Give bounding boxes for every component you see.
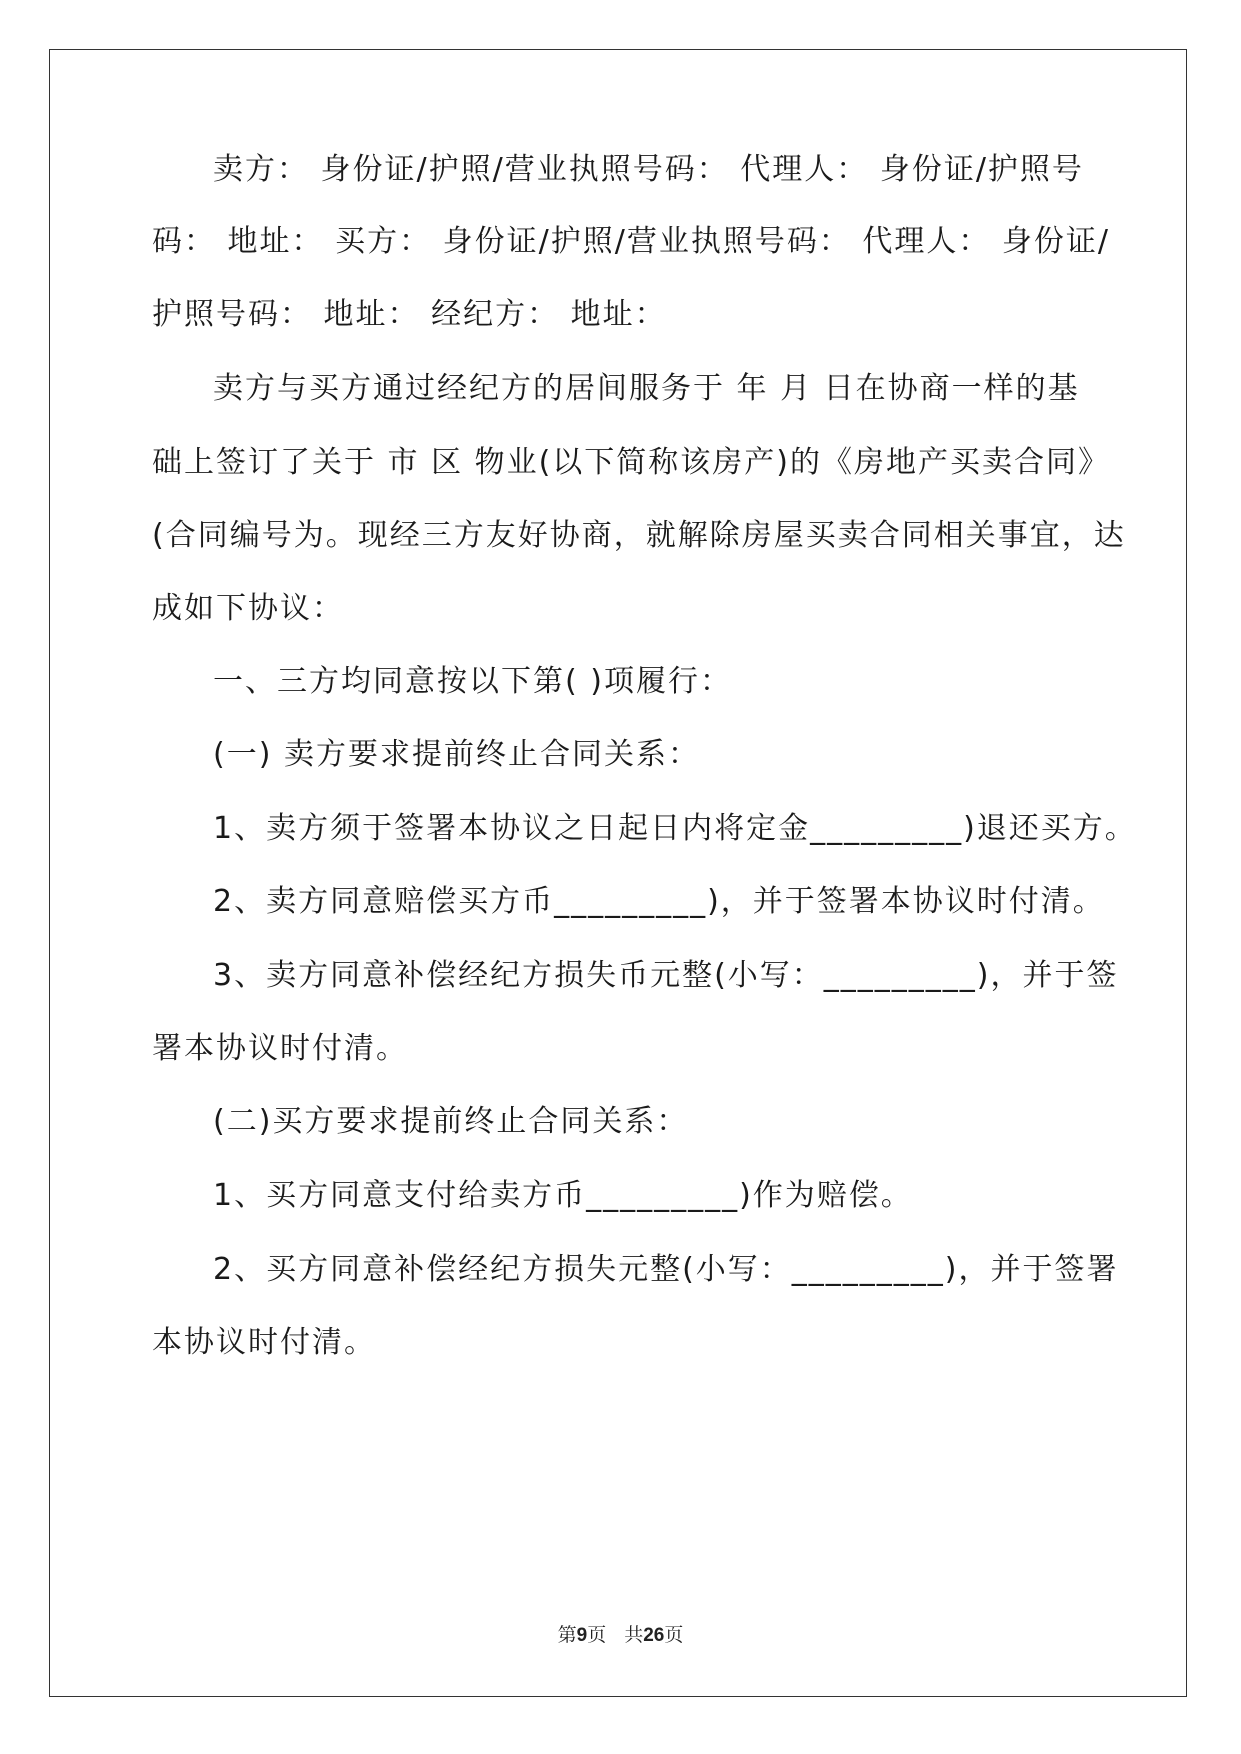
paragraph-line: (合同编号为。现经三方友好协商，就解除房屋买卖合同相关事宜，达 [152,518,1126,553]
clause-item: 2、卖方同意赔偿买方币_________)，并于签署本协议时付清。 [213,884,1105,919]
paragraph-line: 本协议时付清。 [152,1325,376,1360]
section-heading: (一) 卖方要求提前终止合同关系： [213,737,700,772]
clause-item: 3、卖方同意补偿经纪方损失币元整(小写：_________)，并于签 [213,958,1119,993]
footer-total-suffix: 页 [664,1625,684,1646]
paragraph-line: 码： 地址： 买方： 身份证/护照/营业执照号码： 代理人： 身份证/ [152,224,1111,259]
paragraph-line: 署本协议时付清。 [152,1031,408,1066]
footer-prefix: 第 [557,1625,577,1646]
total-page-number: 26 [643,1625,665,1646]
paragraph-line: 卖方： 身份证/护照/营业执照号码： 代理人： 身份证/护照号 [213,152,1084,187]
paragraph-line: 护照号码： 地址： 经纪方： 地址： [152,297,667,332]
footer-total-prefix: 共 [624,1625,644,1646]
page-footer [0,1620,1241,1647]
clause-item: 1、卖方须于签署本协议之日起日内将定金_________)退还买方。 [213,811,1137,846]
paragraph-line: 成如下协议： [152,591,344,626]
paragraph-line: 卖方与买方通过经纪方的居间服务于 年 月 日在协商一样的基 [213,371,1080,406]
clause-item: 1、买方同意支付给卖方币_________)作为赔偿。 [213,1178,913,1213]
clause-item: 2、买方同意补偿经纪方损失元整(小写：_________)，并于签署 [213,1252,1119,1287]
footer-page-suffix: 页 [587,1625,607,1646]
paragraph-line: 础上签订了关于 市 区 物业(以下简称该房产)的《房地产买卖合同》 [152,445,1111,480]
section-heading: (二)买方要求提前终止合同关系： [213,1104,689,1139]
clause-heading: 一、三方均同意按以下第( )项履行： [213,664,732,699]
current-page-number: 9 [576,1625,588,1646]
